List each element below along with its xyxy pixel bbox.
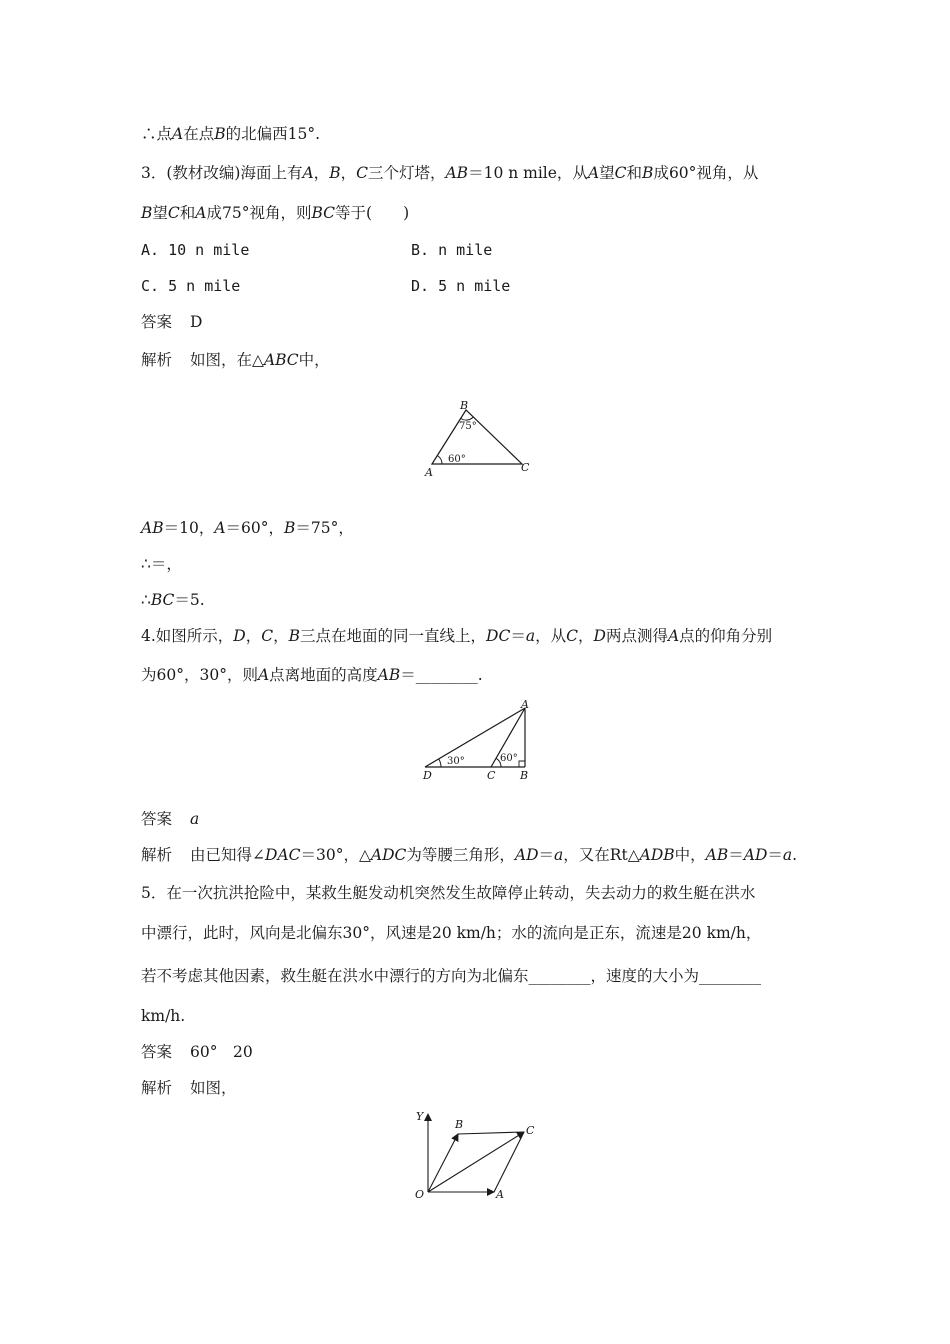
answer-label: 答案 <box>141 313 173 331</box>
label-b: B <box>520 769 529 782</box>
var: AB <box>445 164 469 182</box>
var: B <box>141 204 153 222</box>
q5-analysis <box>141 1078 237 1098</box>
q5-answer <box>141 1042 253 1062</box>
text: 3．(教材改编)海面上有 <box>141 164 303 182</box>
var: BC <box>311 204 336 222</box>
text: ＝ <box>538 846 555 864</box>
var: B <box>214 125 226 143</box>
text: 4.如图所示， <box>141 627 234 645</box>
var: ADC <box>370 846 407 864</box>
text: ，从 <box>535 627 567 645</box>
text: ∴点 <box>141 125 173 143</box>
text: ， <box>273 627 289 645</box>
text: ， <box>578 627 594 645</box>
label-a: A <box>496 1188 504 1201</box>
text: 三点在地面的同一直线上， <box>300 627 487 645</box>
text: ＝5. <box>174 591 205 609</box>
text: ＝ <box>728 846 744 864</box>
var: B <box>288 627 301 645</box>
angle-b-arc <box>461 417 474 420</box>
text: ＝ <box>767 846 783 864</box>
angle-d-arc <box>439 759 441 767</box>
label-y: Y <box>416 1110 424 1123</box>
text: 和 <box>179 204 196 222</box>
answer-value: a <box>190 810 200 828</box>
var: a <box>554 846 564 864</box>
angle-a-arc <box>437 456 442 465</box>
q4-line-1 <box>141 626 772 646</box>
var: ABC <box>263 351 299 369</box>
var: A <box>195 204 207 222</box>
text: 三个灯塔， <box>367 164 446 182</box>
var: A <box>214 519 226 537</box>
var: C <box>566 627 578 645</box>
option-d: D. 5 n mile <box>411 277 511 295</box>
text: 成60°视角，从 <box>653 164 759 182</box>
right-angle-mark <box>519 761 525 767</box>
var: C <box>356 164 368 182</box>
q3-line-2 <box>141 203 409 223</box>
var: AB <box>377 666 401 684</box>
label-d: D <box>423 769 432 782</box>
var: a <box>525 627 536 645</box>
var: DC <box>486 627 511 645</box>
var: D <box>593 627 606 645</box>
text: ， <box>313 164 330 182</box>
text: 如图，在△ <box>190 351 264 369</box>
analysis-label: 解析 <box>141 846 173 864</box>
option-c: C. 5 n mile <box>141 277 241 295</box>
elevation-figure <box>417 698 539 784</box>
text: 为等腰三角形， <box>406 846 515 864</box>
text: ＝60°， <box>225 519 285 537</box>
text: 点的仰角分别 <box>679 627 773 645</box>
var: A <box>667 627 680 645</box>
answer-value: D <box>190 313 203 331</box>
var: C <box>167 204 180 222</box>
var: AB <box>705 846 729 864</box>
text: 的北偏西15°. <box>225 125 321 143</box>
label-b: B <box>455 1118 464 1131</box>
text: ＝ <box>510 627 526 645</box>
angle-d-label: 30° <box>447 756 465 767</box>
var: A <box>302 164 314 182</box>
text: 在点 <box>183 125 215 143</box>
label-a: A <box>521 698 529 711</box>
var: AB <box>141 519 164 537</box>
text: 望 <box>152 204 168 222</box>
q4-analysis <box>141 845 797 865</box>
text: 如图， <box>190 1079 237 1097</box>
text: ＝________. <box>400 666 483 684</box>
text: ∴ <box>141 591 151 609</box>
text: . <box>792 846 798 864</box>
text: 望 <box>599 164 615 182</box>
text: ＝30°，△ <box>300 846 371 864</box>
text: ， <box>340 164 357 182</box>
answer-value: 60° 20 <box>190 1043 253 1061</box>
answer-label: 答案 <box>141 810 173 828</box>
text: 中， <box>674 846 706 864</box>
var: BC <box>150 591 175 609</box>
text: 成75°视角，则 <box>206 204 312 222</box>
angle-c-label: 60° <box>500 753 518 764</box>
text: 点离地面的高度 <box>269 666 378 684</box>
q5-line-3: 若不考虑其他因素，救生艇在洪水中漂行的方向为北偏东________，速度的大小为________ <box>141 967 762 985</box>
vector-figure <box>410 1106 550 1202</box>
q3-step-2: ∴＝， <box>141 555 182 573</box>
text: ， <box>245 627 262 645</box>
var: B <box>284 519 296 537</box>
analysis-label: 解析 <box>141 351 173 369</box>
var: AD <box>514 846 539 864</box>
text: 两点测得 <box>605 627 668 645</box>
var: A <box>172 125 184 143</box>
var: AD <box>743 846 768 864</box>
var: ADB <box>639 846 675 864</box>
q3-step-1 <box>141 518 354 538</box>
text: 和 <box>626 164 643 182</box>
text: 中， <box>298 351 330 369</box>
angle-b-label: 75° <box>459 421 477 432</box>
text: ＝10 n mile，从 <box>468 164 588 182</box>
vector-ob <box>428 1134 458 1192</box>
q5-line-2: 中漂行，此时，风向是北偏东30°，风速是20 km/h；水的流向是正东，流速是20 km/h， <box>141 924 762 942</box>
var: C <box>261 627 274 645</box>
option-a: A. 10 n mile <box>141 241 250 259</box>
q3-analysis <box>141 350 330 370</box>
var: D <box>233 627 246 645</box>
text: 等于( ) <box>335 204 410 222</box>
text: 由已知得∠ <box>190 846 266 864</box>
q4-answer <box>141 809 199 829</box>
label-b: B <box>460 399 469 412</box>
q5-line-4: km/h. <box>141 1007 186 1025</box>
var: C <box>614 164 627 182</box>
analysis-label: 解析 <box>141 1079 173 1097</box>
triangle-abc <box>432 410 522 464</box>
var: B <box>642 164 654 182</box>
angle-a-label: 60° <box>448 454 466 465</box>
q3-answer <box>141 312 202 332</box>
label-c: C <box>521 461 530 474</box>
var: a <box>782 846 793 864</box>
line-bc <box>458 1132 524 1134</box>
text: 为60°，30°，则 <box>141 666 258 684</box>
var: DAC <box>265 846 301 864</box>
q5-line-1: 5．在一次抗洪抢险中，某救生艇发动机突然发生故障停止转动，失去动力的救生艇在洪水 <box>141 884 756 902</box>
label-o: O <box>415 1188 425 1201</box>
var: A <box>587 164 600 182</box>
text-line <box>141 124 320 144</box>
answer-label: 答案 <box>141 1043 173 1061</box>
option-b: B. n mile <box>411 241 493 259</box>
q3-step-3 <box>141 590 205 610</box>
q4-line-2 <box>141 665 483 685</box>
label-c: C <box>487 769 496 782</box>
text: ，又在Rt△ <box>563 846 640 864</box>
var: B <box>329 164 341 182</box>
q3-line-1 <box>141 163 758 183</box>
text: ＝75°， <box>295 519 354 537</box>
label-c: C <box>526 1124 535 1137</box>
triangle-abc-figure <box>420 396 540 480</box>
var: A <box>257 666 270 684</box>
label-a: A <box>425 466 433 479</box>
text: ＝10， <box>163 519 215 537</box>
